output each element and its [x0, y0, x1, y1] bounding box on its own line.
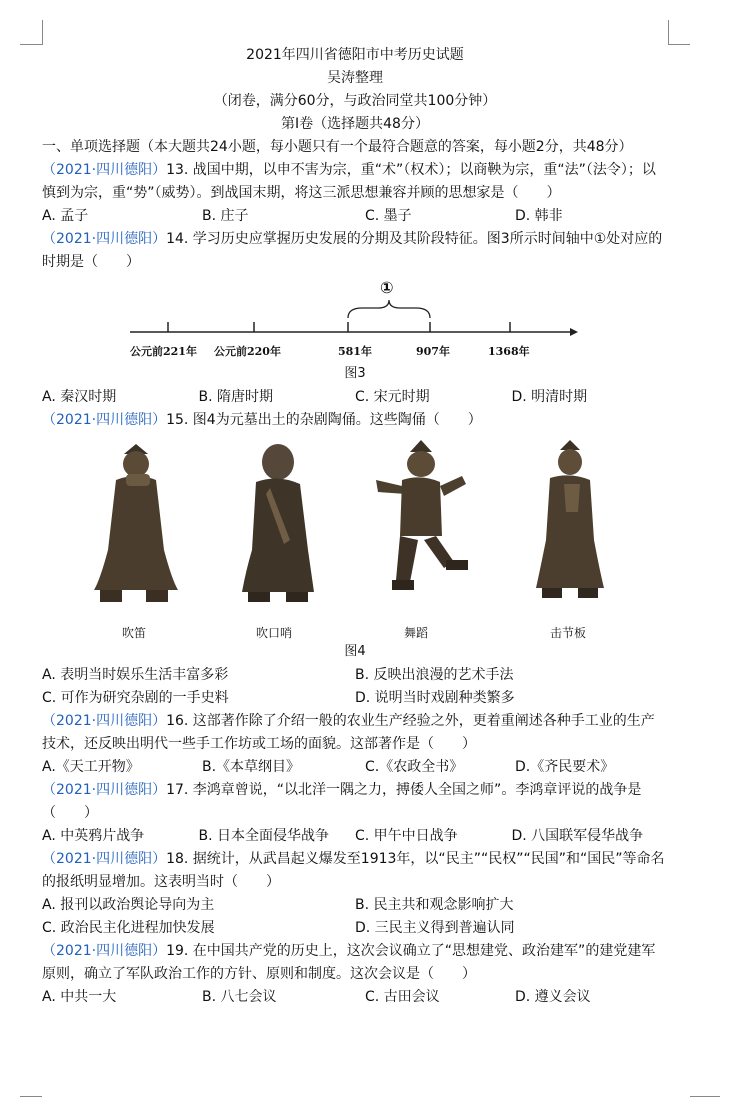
figure-4-figurines — [42, 432, 668, 664]
option-c: C. 甲午中日战争 — [355, 828, 458, 844]
volume-heading: 第Ⅰ卷（选择题共48分） — [281, 116, 429, 132]
figure-4-caption: 图4 — [344, 644, 366, 659]
crop-mark — [42, 20, 43, 45]
option-c: C. 宋元时期 — [355, 389, 430, 405]
question-14: （2021·四川德阳）14. 学习历史应掌握历史发展的分期及其阶段特征。图3所示时间轴中①处对应的时期是（ ） — [42, 231, 663, 270]
crop-mark — [20, 44, 42, 45]
source-tag: （2021·四川德阳） — [42, 412, 167, 428]
figurine-dancer — [366, 440, 476, 610]
option-c: C.《农政全书》 — [365, 759, 464, 775]
tick-label: 公元前220年 — [214, 345, 281, 358]
question-19: （2021·四川德阳）19. 在中国共产党的历史上，这次会议确立了“思想建党、政治建军”的建党建军原则，确立了军队政治工作的方针、原则和制度。这次会议是（ ） — [42, 943, 656, 982]
question-17: （2021·四川德阳）17. 李鸿章曾说，“以北洋一隅之力，搏倭人全国之师”。李鸿章评说的战争是（ ） — [42, 782, 642, 821]
option-a: A. 报刊以政治舆论导向为主 — [42, 897, 215, 913]
figurine-flute-player — [86, 440, 186, 610]
question-13: （2021·四川德阳）13. 战国中期，以申不害为宗，重“术”（权术）；以商鞅为宗，重“法”（法令）；以慎到为宗，重“势”（威势）。到战国末期，将这三派思想兼容并顾的思想家是（ ） — [42, 162, 656, 201]
figurine-label: 舞蹈 — [404, 626, 429, 640]
option-d: D. 遵义会议 — [515, 989, 591, 1005]
option-a: A. 秦汉时期 — [42, 389, 117, 405]
option-a: A. 中共一大 — [42, 989, 117, 1005]
figure-3-timeline — [42, 274, 668, 386]
question-15: （2021·四川德阳）15. 图4为元墓出土的杂剧陶俑。这些陶俑（ ） — [42, 412, 482, 428]
options-13 — [42, 205, 668, 228]
option-c: C. 墨子 — [365, 208, 412, 224]
option-d: D. 三民主义得到普遍认同 — [355, 920, 515, 936]
figurine-clapper — [520, 440, 620, 610]
source-tag: （2021·四川德阳） — [42, 851, 167, 867]
option-d: D. 八国联军侵华战争 — [511, 828, 644, 844]
options-16 — [42, 756, 668, 779]
timeline-marker: ① — [380, 278, 394, 297]
option-b: B. 反映出浪漫的艺术手法 — [355, 667, 514, 683]
options-18-row2 — [42, 917, 668, 940]
option-b: B. 八七会议 — [202, 989, 277, 1005]
crop-mark — [20, 1096, 42, 1097]
options-14 — [42, 386, 668, 409]
question-16: （2021·四川德阳）16. 这部著作除了介绍一般的农业生产经验之外，更着重阐述各种手工业的生产技术，还反映出明代一些手工作坊或工场的面貌。这部著作是（ ） — [42, 713, 655, 752]
figurine-label: 吹笛 — [122, 626, 147, 640]
crop-mark — [668, 20, 669, 45]
option-d: D.《齐民要术》 — [515, 759, 615, 775]
crop-mark — [690, 1096, 720, 1097]
source-tag: （2021·四川德阳） — [42, 162, 167, 178]
crop-mark — [668, 44, 690, 45]
exam-page — [42, 44, 668, 1009]
tick-label: 907年 — [416, 345, 450, 358]
tick-label: 581年 — [338, 345, 372, 358]
section-heading: 一、单项选择题（本大题共24小题，每小题只有一个最符合题意的答案，每小题2分，共48分） — [42, 139, 633, 155]
source-tag: （2021·四川德阳） — [42, 713, 167, 729]
option-b: B. 隋唐时期 — [198, 389, 274, 405]
figurine-label: 吹口哨 — [256, 626, 293, 640]
options-15-row1 — [42, 664, 668, 687]
author-line: 吴涛整理 — [327, 70, 383, 86]
exam-note: （闭卷，满分60分，与政治同堂共100分钟） — [213, 93, 497, 109]
figure-3-caption: 图3 — [344, 366, 366, 381]
option-b: B. 日本全面侵华战争 — [198, 828, 330, 844]
source-tag: （2021·四川德阳） — [42, 782, 167, 798]
exam-title: 2021年四川省德阳市中考历史试题 — [246, 47, 464, 63]
option-a: A. 孟子 — [42, 208, 89, 224]
source-tag: （2021·四川德阳） — [42, 943, 167, 959]
option-d: D. 明清时期 — [511, 389, 588, 405]
option-b: B. 庄子 — [202, 208, 249, 224]
options-18-row1 — [42, 894, 668, 917]
option-d: D. 韩非 — [515, 208, 563, 224]
figurine-label: 击节板 — [550, 626, 587, 640]
option-a: A.《天工开物》 — [42, 759, 140, 775]
option-c: C. 可作为研究杂剧的一手史料 — [42, 690, 229, 706]
source-tag: （2021·四川德阳） — [42, 231, 167, 247]
option-c: C. 政治民主化进程加快发展 — [42, 920, 215, 936]
tick-label: 1368年 — [488, 345, 530, 358]
question-18: （2021·四川德阳）18. 据统计，从武昌起义爆发至1913年，以“民主”“民权”“民国”和“国民”等命名的报纸明显增加。这表明当时（ ） — [42, 851, 665, 890]
option-b: B.《本草纲目》 — [202, 759, 301, 775]
option-b: B. 民主共和观念影响扩大 — [355, 897, 514, 913]
options-15-row2 — [42, 687, 668, 710]
figurine-whistler — [228, 440, 328, 610]
option-a: A. 表明当时娱乐生活丰富多彩 — [42, 667, 229, 683]
options-17 — [42, 825, 668, 848]
option-a: A. 中英鸦片战争 — [42, 828, 145, 844]
tick-label: 公元前221年 — [130, 345, 197, 358]
options-19 — [42, 986, 668, 1009]
option-c: C. 古田会议 — [365, 989, 440, 1005]
option-d: D. 说明当时戏剧种类繁多 — [355, 690, 515, 706]
